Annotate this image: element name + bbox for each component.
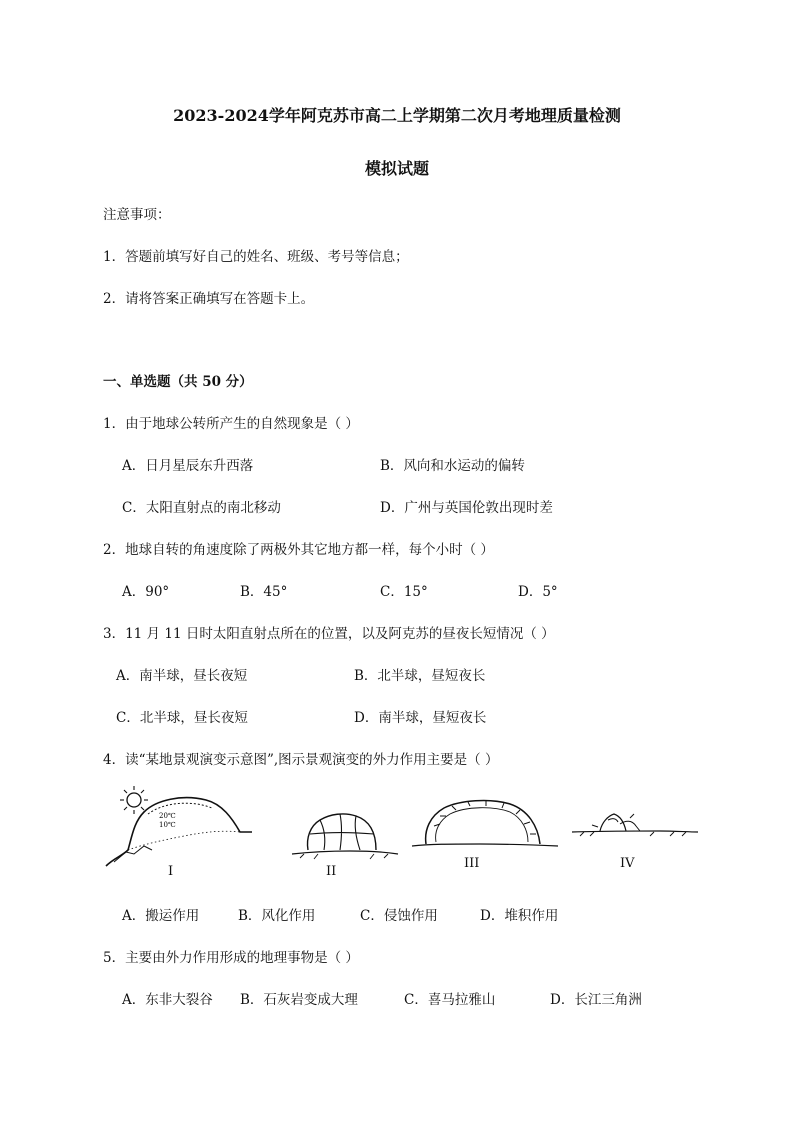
figure-label-4: IV bbox=[620, 856, 635, 871]
question-4-stem: 4．读“某地景观演变示意图”,图示景观演变的外力作用主要是（ ） bbox=[103, 752, 499, 768]
figure-label-2: II bbox=[326, 864, 337, 879]
temperature-label-high: 20℃ bbox=[159, 812, 176, 820]
question-4-option-b: B．风化作用 bbox=[238, 908, 316, 924]
question-3-option-c: C．北半球，昼长夜短 bbox=[116, 710, 248, 726]
question-5-option-b: B．石灰岩变成大理 bbox=[240, 992, 358, 1008]
question-1-stem: 1．由于地球公转所产生的自然现象是（ ） bbox=[103, 416, 359, 432]
question-1-option-c: C．太阳直射点的南北移动 bbox=[122, 500, 281, 516]
question-3-option-b: B．北半球，昼短夜长 bbox=[354, 668, 486, 684]
question-5-stem: 5．主要由外力作用形成的地理事物是（ ） bbox=[103, 950, 359, 966]
question-2-stem: 2．地球自转的角速度除了两极外其它地方都一样，每个小时（ ） bbox=[103, 542, 494, 558]
question-1-option-a: A．日月星辰东升西落 bbox=[122, 458, 254, 474]
landscape-sketch-1 bbox=[104, 784, 254, 874]
landscape-sketch-4 bbox=[570, 794, 700, 854]
question-2-option-a: A．90° bbox=[122, 584, 170, 600]
landscape-sketch-2 bbox=[290, 804, 400, 874]
sun-icon bbox=[120, 786, 148, 814]
question-3-stem: 3．11 月 11 日时太阳直射点所在的位置，以及阿克苏的昼夜长短情况（ ） bbox=[103, 626, 555, 642]
question-2-option-b: B．45° bbox=[240, 584, 288, 600]
question-4-option-d: D．堆积作用 bbox=[480, 908, 559, 924]
question-4-option-c: C．侵蚀作用 bbox=[360, 908, 438, 924]
landscape-sketch-3 bbox=[410, 794, 560, 864]
section-heading: 一、单选题（共 50 分） bbox=[103, 374, 253, 390]
question-4-option-a: A．搬运作用 bbox=[122, 908, 200, 924]
title-line-1: 2023-2024学年阿克苏市高二上学期第二次月考地理质量检测 bbox=[173, 106, 621, 125]
question-5-option-a: A．东非大裂谷 bbox=[122, 992, 213, 1008]
question-5-option-c: C．喜马拉雅山 bbox=[404, 992, 496, 1008]
notice-item-2: 2．请将答案正确填写在答题卡上。 bbox=[103, 291, 315, 307]
notice-heading: 注意事项： bbox=[103, 207, 171, 223]
figure-label-3: III bbox=[464, 856, 480, 871]
landscape-evolution-figure bbox=[100, 784, 700, 884]
question-1-option-b: B．风向和水运动的偏转 bbox=[380, 458, 525, 474]
question-5-option-d: D．长江三角洲 bbox=[550, 992, 642, 1008]
question-1-option-d: D．广州与英国伦敦出现时差 bbox=[380, 500, 553, 516]
question-2-option-c: C．15° bbox=[380, 584, 428, 600]
temperature-label-low: 10℃ bbox=[159, 821, 176, 829]
notice-item-1: 1．答题前填写好自己的姓名、班级、考号等信息； bbox=[103, 249, 409, 265]
question-3-option-d: D．南半球，昼短夜长 bbox=[354, 710, 487, 726]
title-line-2: 模拟试题 bbox=[364, 159, 429, 178]
question-2-option-d: D．5° bbox=[518, 584, 558, 600]
question-3-option-a: A．南半球，昼长夜短 bbox=[116, 668, 248, 684]
figure-label-1: I bbox=[168, 864, 174, 879]
